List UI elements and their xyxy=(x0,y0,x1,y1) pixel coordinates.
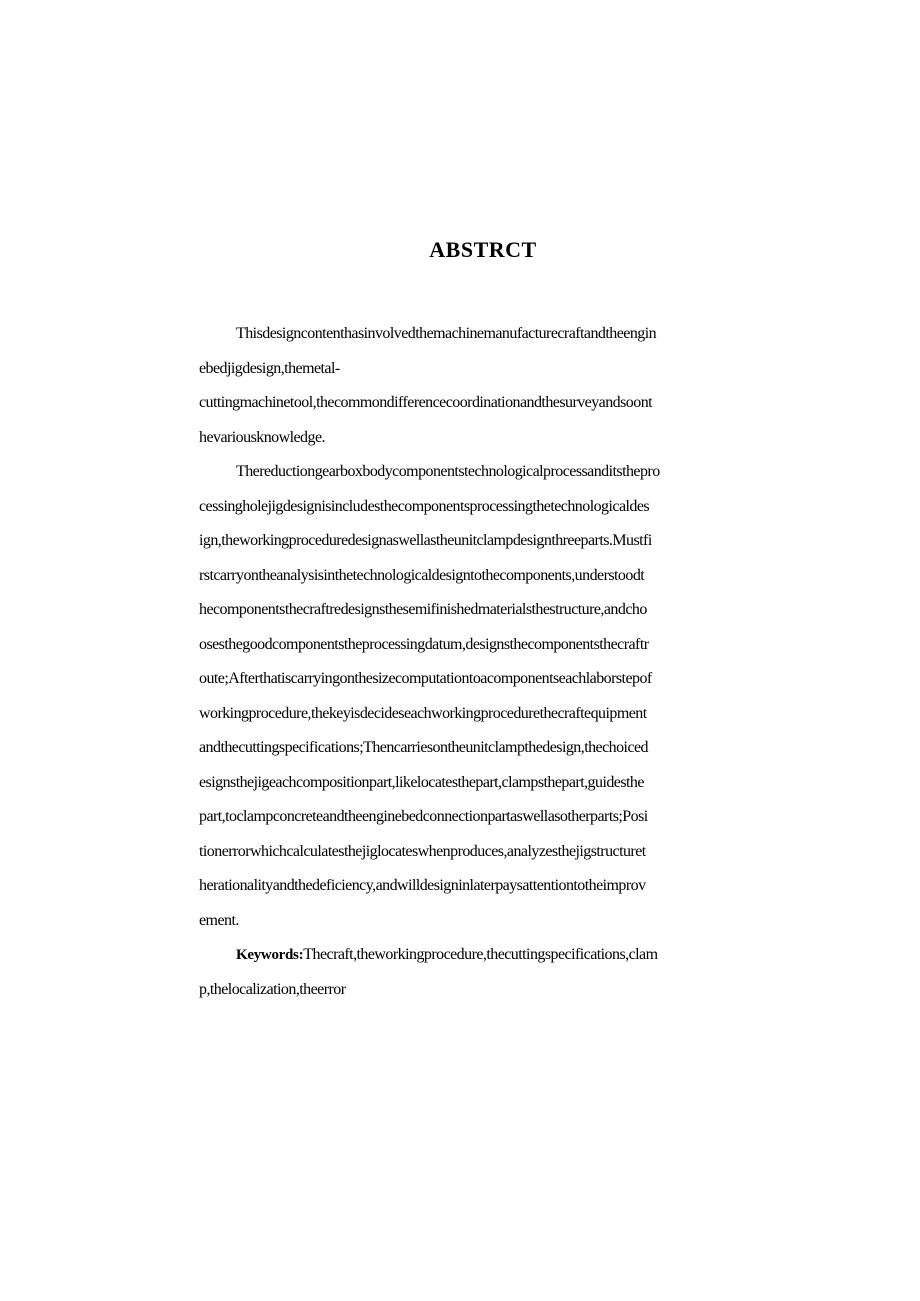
abstract-line: ement. xyxy=(199,911,239,929)
abstract-line: hecomponentsthecraftredesignsthesemifinishedmaterialsthestructure,andcho xyxy=(199,601,647,618)
abstract-line: rstcarryontheanalysisinthetechnologicaldesigntothecomponents,understoodt xyxy=(199,566,645,584)
abstract-line: osesthegoodcomponentstheprocessingdatum,designsthecomponentsthecraftr xyxy=(199,635,649,653)
abstract-line: Thisdesigncontenthasinvolvedthemachinemanufacturecraftandtheengin xyxy=(236,325,657,342)
abstract-line: tionerrorwhichcalculatesthejiglocateswhenproduces,analyzesthejigstructuret xyxy=(199,842,646,860)
abstract-line: workingprocedure,thekeyisdecideseachworkingprocedurethecraftequipment xyxy=(199,704,647,722)
keywords-line xyxy=(199,938,771,973)
abstract-line: herationalityandthedeficiency,andwilldesigninlaterpaysattentiontotheimprov xyxy=(199,877,646,894)
keywords-text: Thecraft,theworkingprocedure,thecuttingspecifications,clam xyxy=(303,946,658,963)
abstract-line: ebedjigdesign,themetal- xyxy=(199,359,340,377)
abstract-line: part,toclampconcreteandtheenginebedconnectionpartaswellasotherparts;Posi xyxy=(199,808,648,825)
abstract-body xyxy=(199,317,771,1007)
abstract-title: ABSTRCT xyxy=(429,237,537,262)
abstract-line: oute;Afterthatiscarryingonthesizecomputationtoacomponentseachlaborstepof xyxy=(199,670,652,687)
abstract-line: cuttingmachinetool,thecommondifferencecoordinationandthesurveyandsoont xyxy=(199,394,653,411)
abstract-line: esignsthejigeachcompositionpart,likelocatesthepart,clampsthepart,guidesthe xyxy=(199,773,644,791)
keywords-label: Keywords: xyxy=(236,947,304,963)
abstract-line: cessingholejigdesignisincludesthecomponentsprocessingthetechnologicaldes xyxy=(199,497,650,515)
abstract-line: Thereductiongearboxbodycomponentstechnologicalprocessanditsthepro xyxy=(236,463,660,480)
abstract-line: ign,theworkingproceduredesignaswellastheunitclampdesignthreeparts.Mustfi xyxy=(199,532,652,549)
abstract-line: hevariousknowledge. xyxy=(199,428,325,446)
keywords-line-continued: p,thelocalization,theerror xyxy=(199,980,346,998)
abstract-line: andthecuttingspecifications;Thencarriesontheunitclampthedesign,thechoiced xyxy=(199,739,649,756)
